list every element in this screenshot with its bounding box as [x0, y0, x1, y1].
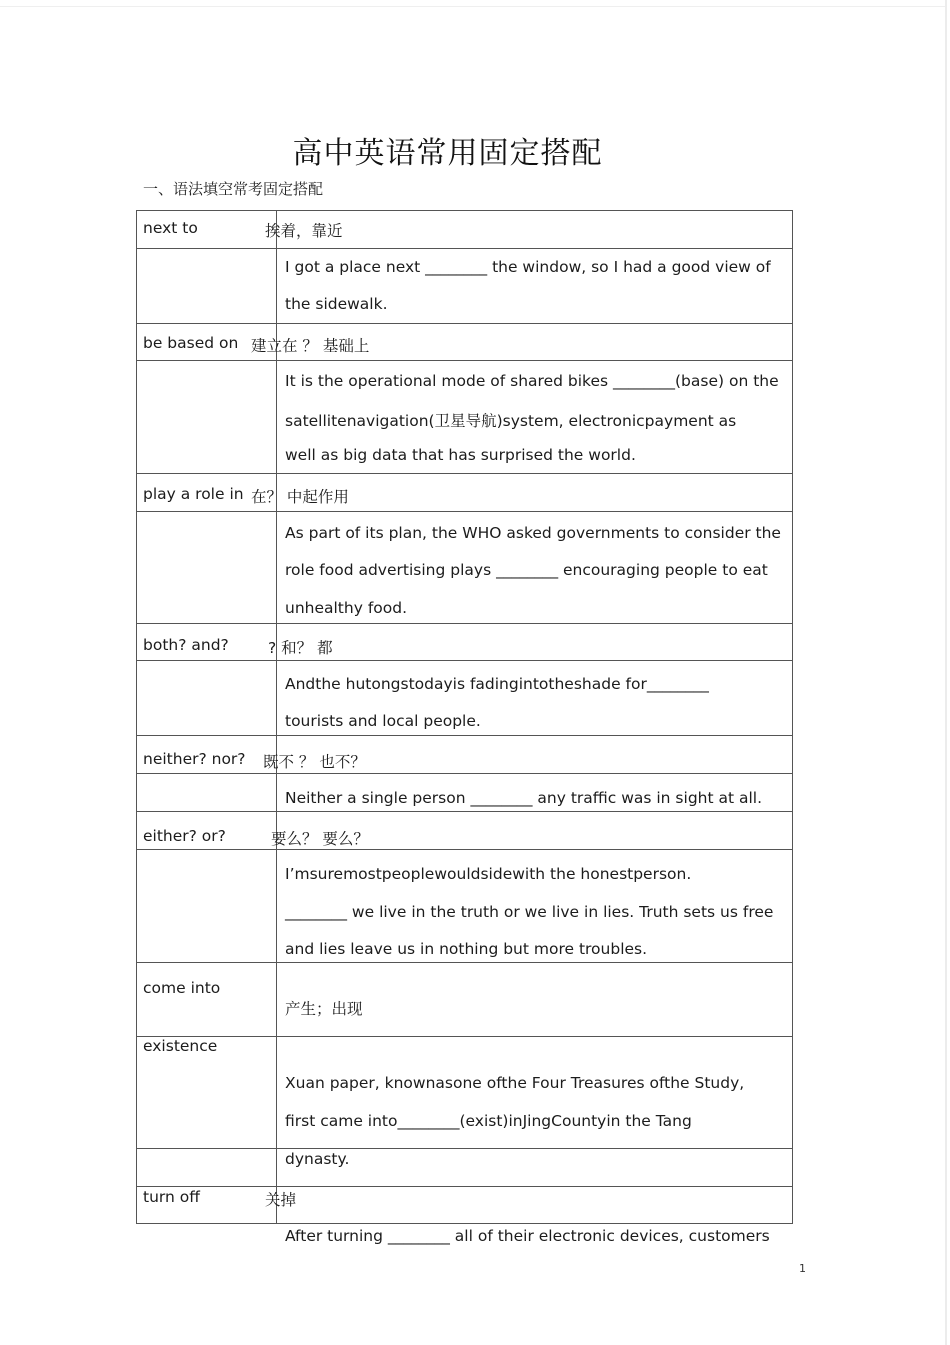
- row-divider: [137, 849, 792, 850]
- phrase-text: next to: [143, 219, 198, 237]
- phrase-text: either? or?: [143, 827, 226, 845]
- example-line: ________ we live in the truth or we live in lies. Truth sets us free: [285, 903, 774, 921]
- example-line: well as big data that has surprised the world.: [285, 446, 636, 464]
- row-divider: [137, 1186, 792, 1187]
- row-divider: [137, 473, 792, 474]
- row-divider: [137, 660, 792, 661]
- phrase-meaning: 建立在 ？ 基础上: [251, 337, 370, 355]
- row-divider: [137, 735, 792, 736]
- page-number: 1: [799, 1262, 806, 1275]
- page-title: 高中英语常用固定搭配: [292, 136, 603, 171]
- example-line: first came into________(exist)inJingCountyin the Tang: [285, 1112, 692, 1130]
- phrase-meaning: 挨着，靠近: [265, 222, 343, 240]
- example-line: It is the operational mode of shared bikes ________(base) on the: [285, 372, 779, 390]
- example-line: role food advertising plays ________ encouraging people to eat: [285, 561, 768, 579]
- example-line: and lies leave us in nothing but more troubles.: [285, 940, 648, 958]
- example-line: satellitenavigation(卫星导航)system, electronicpayment as: [285, 412, 737, 430]
- phrase-text: turn off: [143, 1188, 200, 1206]
- row-divider: [137, 811, 792, 812]
- phrase-text-continued: existence: [143, 1037, 218, 1055]
- example-line: Xuan paper, knownasone ofthe Four Treasures ofthe Study,: [285, 1074, 745, 1092]
- example-line: tourists and local people.: [285, 712, 481, 730]
- row-divider: [137, 962, 792, 963]
- section-heading: 一、语法填空常考固定搭配: [143, 180, 324, 198]
- page-right-edge: [945, 0, 947, 1345]
- example-line: Neither a single person ________ any traffic was in sight at all.: [285, 789, 763, 807]
- column-divider: [276, 211, 277, 1223]
- example-line: dynasty.: [285, 1150, 350, 1168]
- page-top-edge: [0, 6, 945, 7]
- phrase-text: neither? nor?: [143, 750, 246, 768]
- row-divider: [137, 1148, 792, 1149]
- row-divider: [137, 323, 792, 324]
- phrase-meaning: 在？ 中起作用: [251, 488, 349, 506]
- phrase-meaning: ? 和？ 都: [268, 639, 333, 657]
- example-line: I got a place next ________ the window, so I had a good view of: [285, 258, 771, 276]
- phrase-meaning: 产生；出现: [285, 1000, 363, 1018]
- example-line: Andthe hutongstodayis fadingintotheshade for________: [285, 675, 709, 693]
- row-divider: [137, 248, 792, 249]
- example-line: unhealthy food.: [285, 599, 408, 617]
- phrase-meaning: 既不 ？ 也不？: [263, 753, 366, 771]
- example-line: the sidewalk.: [285, 295, 388, 313]
- row-divider: [137, 360, 792, 361]
- example-line: I’msuremostpeoplewouldsidewith the honestperson.: [285, 865, 692, 883]
- row-divider: [137, 1036, 792, 1037]
- phrase-text: play a role in: [143, 485, 244, 503]
- row-divider: [137, 511, 792, 512]
- phrase-text: be based on: [143, 334, 239, 352]
- row-divider: [137, 623, 792, 624]
- example-line: After turning ________ all of their electronic devices, customers: [285, 1227, 770, 1245]
- example-line: As part of its plan, the WHO asked governments to consider the: [285, 524, 781, 542]
- phrase-meaning: 要么？ 要么？: [271, 830, 369, 848]
- phrase-text: both? and?: [143, 636, 229, 654]
- row-divider: [137, 773, 792, 774]
- phrase-text: come into: [143, 979, 221, 997]
- phrase-meaning: 关掉: [265, 1191, 297, 1209]
